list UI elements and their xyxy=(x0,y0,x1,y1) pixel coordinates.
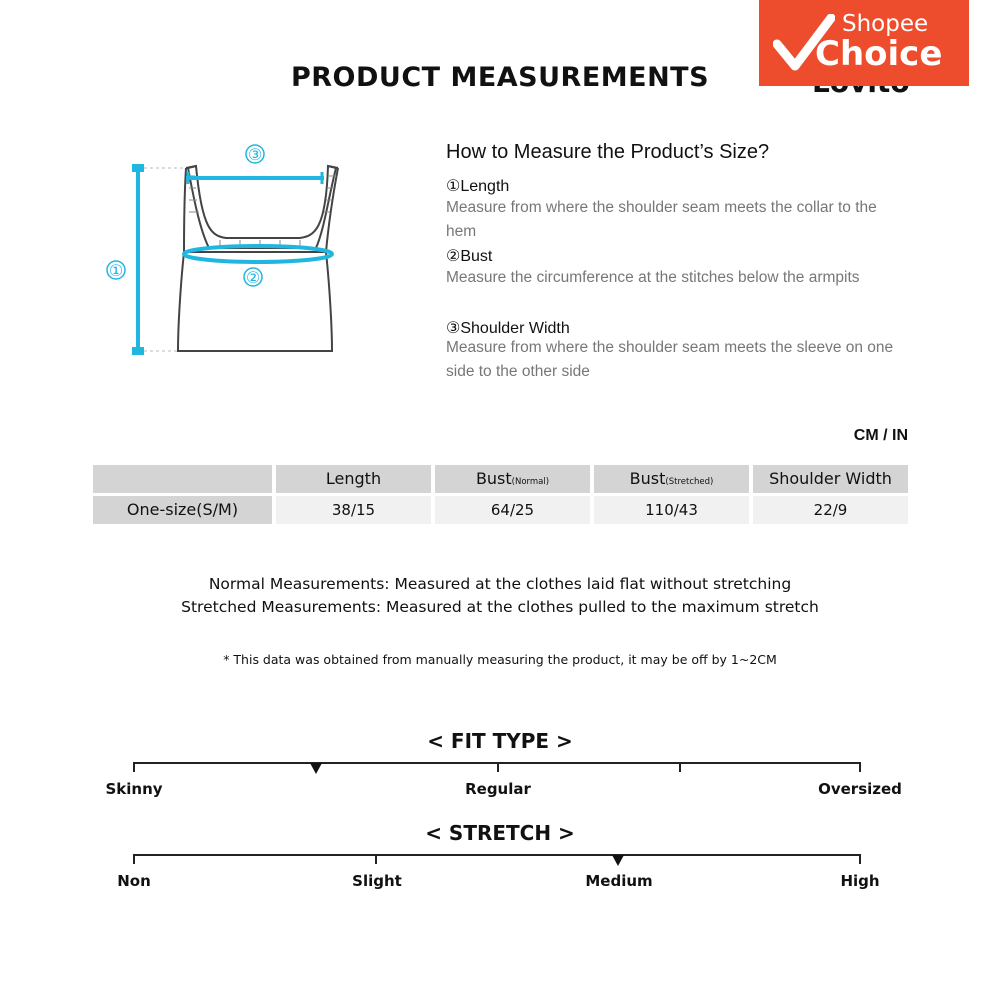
unit-label: CM / IN xyxy=(853,427,908,444)
badge-label: Choice xyxy=(815,34,943,74)
tank-top-diagram xyxy=(100,140,350,370)
table-header-empty xyxy=(93,465,272,493)
guide-shoulder-desc: Measure from where the shoulder seam meets the sleeve on one side to the other side xyxy=(446,339,894,380)
table-header-length: Length xyxy=(276,465,431,493)
guide-bust-desc: Measure the circumference at the stitches below the armpits xyxy=(446,269,860,286)
stretch-label-medium: Medium xyxy=(585,872,653,890)
stretch-title: < STRETCH > xyxy=(425,821,575,845)
fit-type-tick xyxy=(679,762,681,772)
stretch-tick xyxy=(859,854,861,864)
table-header-bust-stretched: Bust(Stretched) xyxy=(594,465,749,493)
marker-shoulder: ③ xyxy=(247,145,263,164)
stretch-label-high: High xyxy=(840,872,880,890)
note-stretched: Stretched Measurements: Measured at the clothes pulled to the maximum stretch xyxy=(181,598,819,616)
fit-type-marker xyxy=(310,763,322,774)
guide-shoulder-label: ③Shoulder Width xyxy=(446,320,570,337)
badge-brand-name: Shopee xyxy=(842,11,929,37)
table-cell-bust-stretched: 110/43 xyxy=(594,496,749,524)
table-header-bust-normal: Bust(Normal) xyxy=(435,465,590,493)
shopee-choice-badge xyxy=(759,0,969,86)
fit-type-title: < FIT TYPE > xyxy=(427,729,573,753)
fit-type-tick xyxy=(133,762,135,772)
table-cell-length: 38/15 xyxy=(276,496,431,524)
fit-type-tick xyxy=(497,762,499,772)
stretch-tick xyxy=(375,854,377,864)
fit-type-label-oversized: Oversized xyxy=(818,780,902,798)
disclaimer-note: * This data was obtained from manually measuring the product, it may be off by 1~2CM xyxy=(223,652,777,667)
guide-title: How to Measure the Product’s Size? xyxy=(446,141,770,163)
table-header-shoulder: Shoulder Width xyxy=(753,465,908,493)
marker-length: ① xyxy=(108,261,124,280)
stretch-label-non: Non xyxy=(117,872,151,890)
table-cell-shoulder: 22/9 xyxy=(753,496,908,524)
stretch-scale-line xyxy=(133,854,861,856)
page-title: PRODUCT MEASUREMENTS xyxy=(290,62,710,93)
fit-type-label-regular: Regular xyxy=(465,780,531,798)
table-cell-bust-normal: 64/25 xyxy=(435,496,590,524)
guide-bust-label: ②Bust xyxy=(446,248,493,265)
fit-type-label-skinny: Skinny xyxy=(105,780,163,798)
fit-type-tick xyxy=(859,762,861,772)
note-normal: Normal Measurements: Measured at the clothes laid flat without stretching xyxy=(208,575,792,593)
stretch-label-slight: Slight xyxy=(352,872,402,890)
guide-length-label: ①Length xyxy=(446,178,510,195)
guide-length-desc: Measure from where the shoulder seam meets the collar to the hem xyxy=(446,199,877,240)
stretch-marker xyxy=(612,855,624,866)
table-row-size: One-size(S/M) xyxy=(93,496,272,524)
stretch-tick xyxy=(133,854,135,864)
marker-bust: ② xyxy=(245,268,261,287)
garment-body xyxy=(178,252,332,351)
